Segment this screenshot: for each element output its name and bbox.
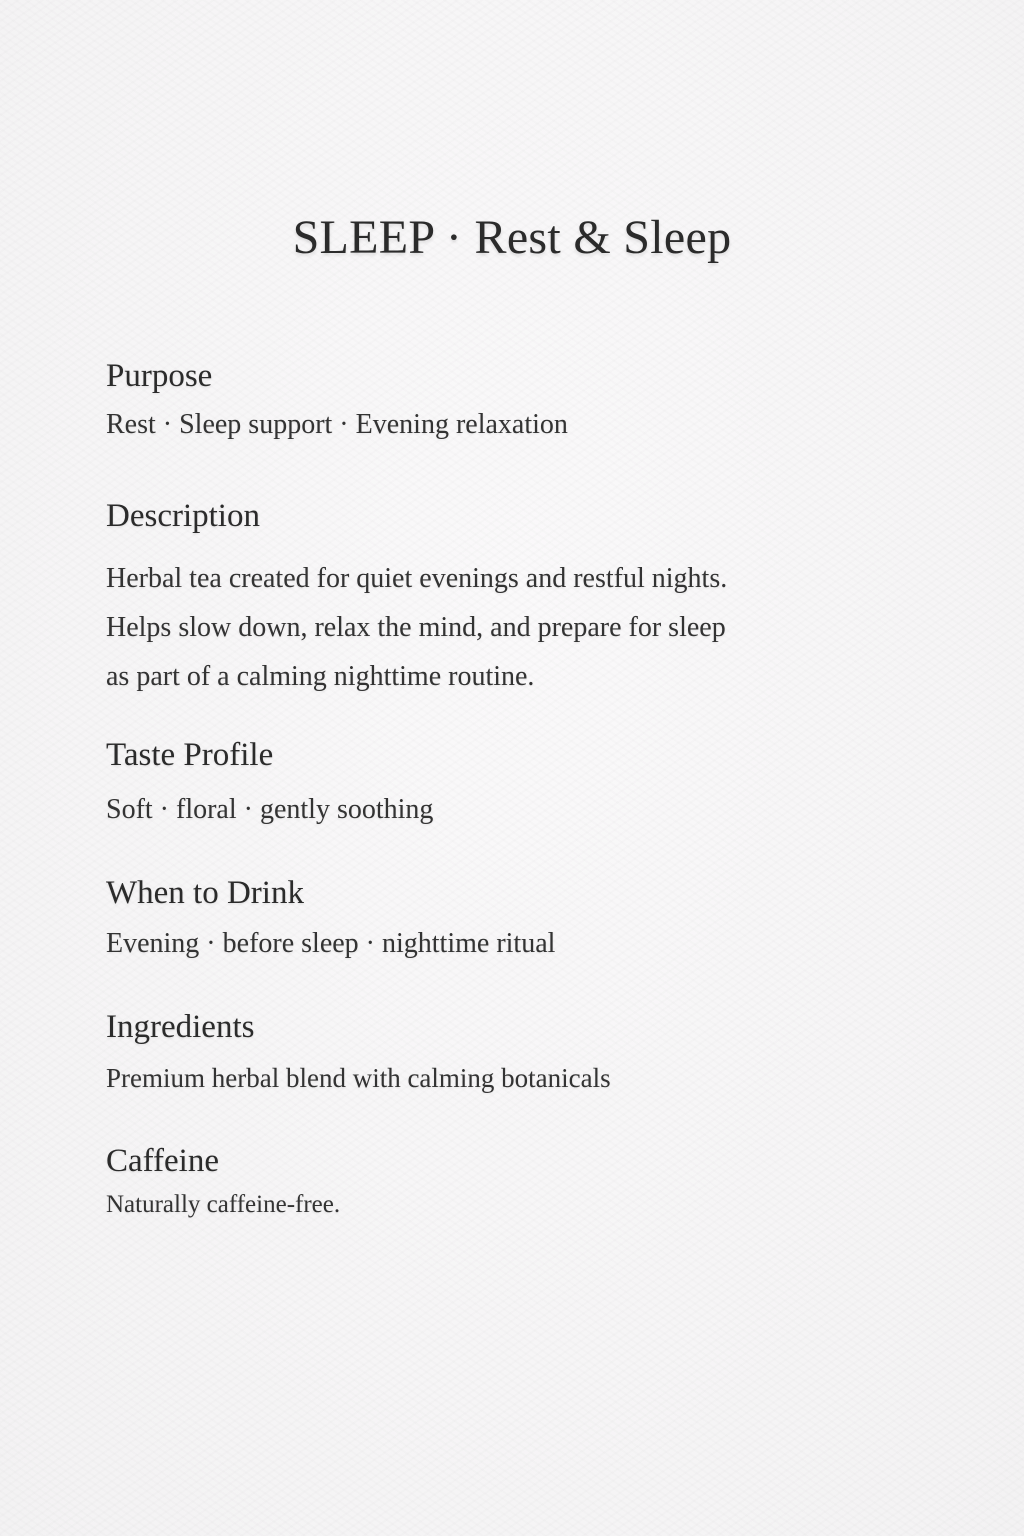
description-heading: Description bbox=[106, 498, 260, 534]
ingredients-heading: Ingredients bbox=[106, 1009, 255, 1045]
description-line: Helps slow down, relax the mind, and prepare for sleep bbox=[106, 612, 726, 643]
when-to-drink-text: Evening · before sleep · nighttime ritual bbox=[106, 928, 556, 959]
caffeine-heading: Caffeine bbox=[106, 1143, 220, 1179]
section-when-to-drink bbox=[106, 871, 986, 963]
purpose-text: Rest · Sleep support · Evening relaxation bbox=[106, 409, 568, 440]
section-ingredients bbox=[106, 1005, 986, 1097]
purpose-heading: Purpose bbox=[106, 358, 213, 394]
section-caffeine bbox=[106, 1139, 986, 1223]
when-to-drink-heading: When to Drink bbox=[106, 875, 304, 911]
document-content bbox=[106, 354, 986, 1223]
taste-profile-heading: Taste Profile bbox=[106, 737, 274, 773]
taste-profile-text: Soft · floral · gently soothing bbox=[106, 794, 434, 825]
ingredients-text: Premium herbal blend with calming botanicals bbox=[106, 1063, 611, 1093]
section-description bbox=[106, 494, 986, 701]
caffeine-text: Naturally caffeine-free. bbox=[106, 1191, 341, 1218]
description-line: Herbal tea created for quiet evenings and restful nights. bbox=[106, 563, 728, 594]
description-text bbox=[106, 554, 986, 701]
page-title: SLEEP · Rest & Sleep bbox=[292, 211, 732, 264]
section-taste-profile bbox=[106, 733, 986, 829]
section-purpose bbox=[106, 354, 986, 444]
description-line: as part of a calming nighttime routine. bbox=[106, 661, 535, 692]
